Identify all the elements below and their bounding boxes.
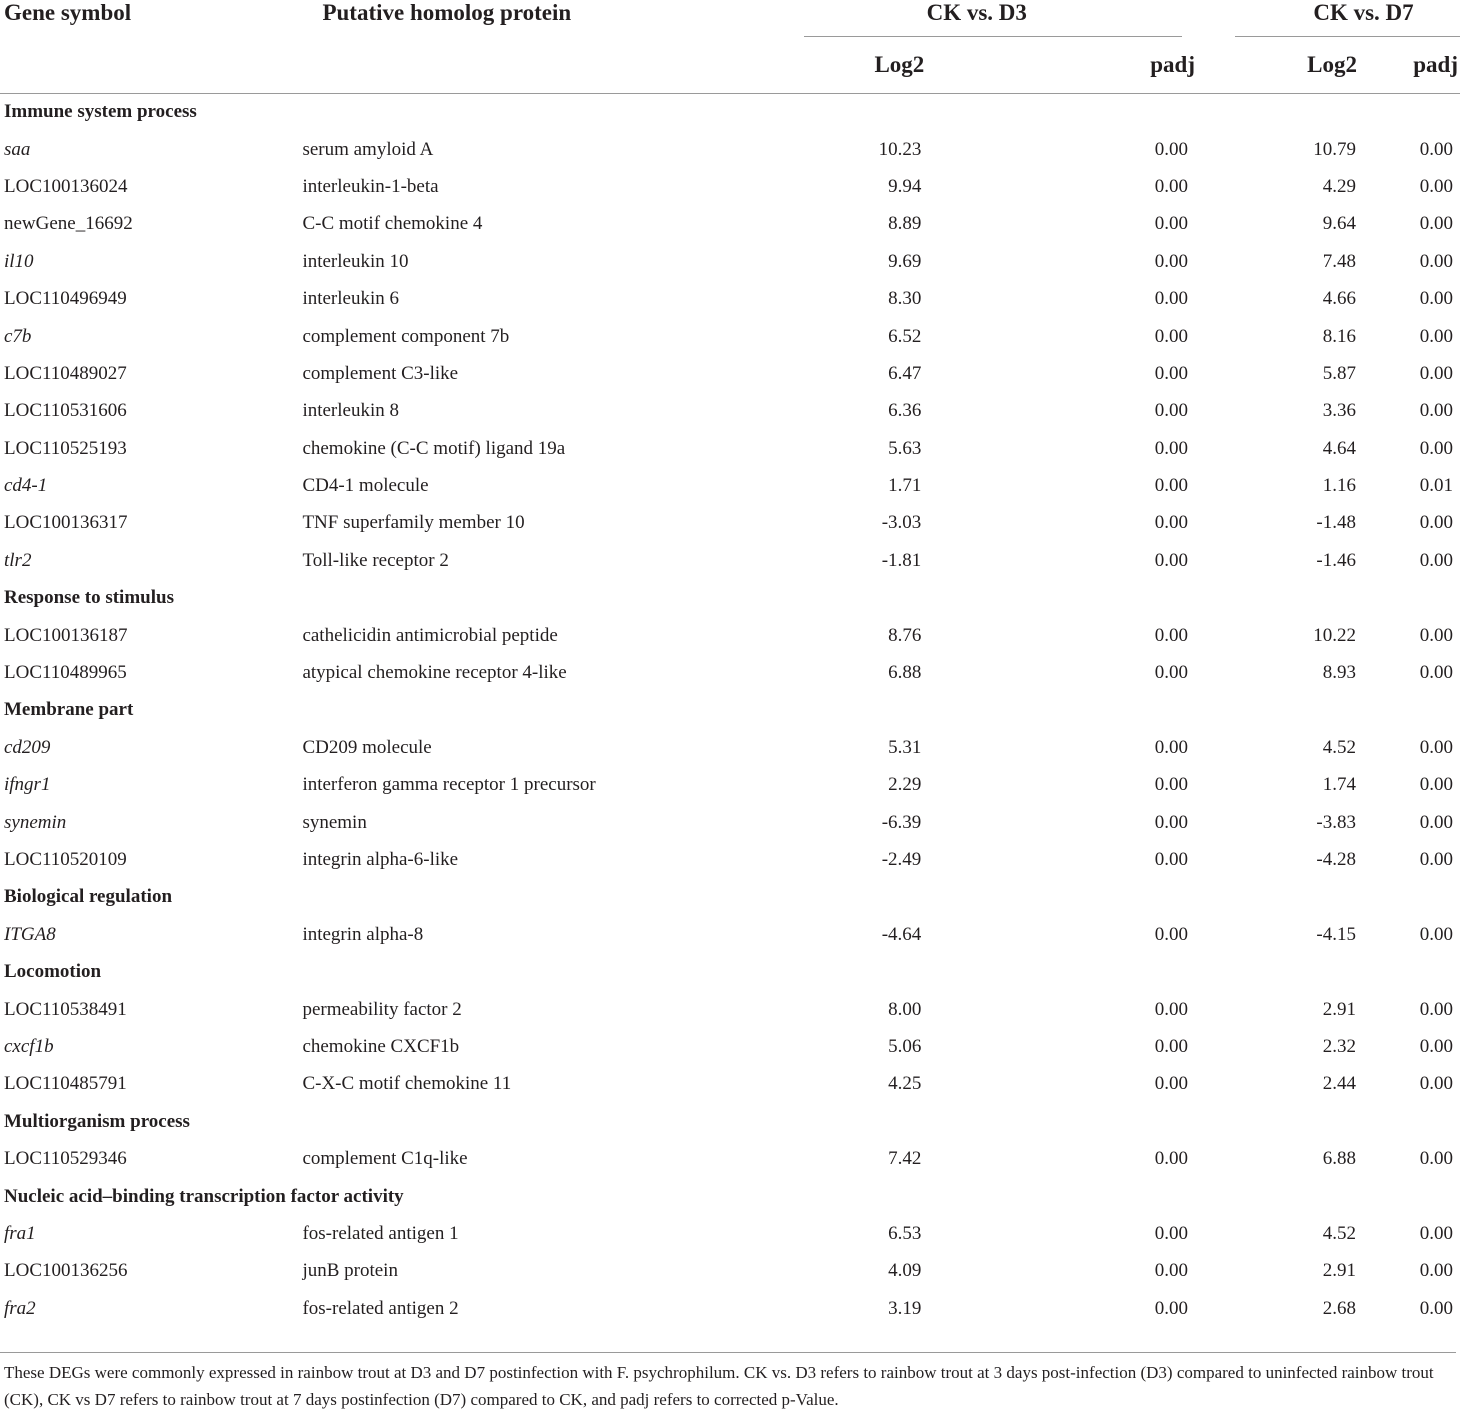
d7-padj-cell: 0.00 — [1419, 1297, 1453, 1319]
gene-symbol-cell: LOC110489965 — [4, 662, 127, 684]
d7-log2-cell: 1.74 — [1322, 774, 1356, 796]
protein-cell: integrin alpha-8 — [302, 923, 424, 945]
d3-log2-cell: -1.81 — [881, 549, 922, 571]
protein-cell: TNF superfamily member 10 — [302, 512, 525, 534]
table-row — [0, 1140, 1460, 1177]
d3-padj-cell: 0.00 — [1154, 736, 1188, 758]
d3-padj-cell: 0.00 — [1154, 1297, 1188, 1319]
gene-symbol-cell: LOC100136024 — [4, 175, 128, 197]
gene-symbol-cell: cxcf1b — [4, 1035, 54, 1057]
d7-log2-cell: -4.15 — [1316, 923, 1356, 945]
gene-symbol-cell: LOC110520109 — [4, 849, 127, 870]
section-title: Multiorganism process — [4, 1110, 190, 1132]
section-title: Biological regulation — [4, 886, 173, 908]
section-row — [0, 879, 1460, 916]
protein-cell: synemin — [302, 811, 367, 833]
d7-padj-cell: 0.00 — [1419, 175, 1453, 197]
protein-cell: complement component 7b — [302, 325, 510, 347]
table-row — [0, 430, 1460, 467]
gene-symbol-cell: LOC110538491 — [4, 998, 127, 1020]
section-title: Membrane part — [4, 699, 134, 721]
table-row — [0, 841, 1460, 878]
d3-log2-cell: 8.00 — [888, 998, 922, 1020]
d3-padj-cell: 0.00 — [1154, 213, 1188, 235]
d7-log2-cell: -3.83 — [1316, 811, 1356, 833]
table-body — [0, 94, 1460, 1328]
d7-log2-cell: 2.32 — [1322, 1035, 1356, 1057]
d3-log2-cell: 7.42 — [888, 1148, 922, 1170]
d3-padj-cell: 0.00 — [1154, 998, 1188, 1020]
d7-padj-cell: 0.00 — [1419, 250, 1453, 272]
d3-log2-cell: 10.23 — [878, 138, 922, 160]
protein-cell: fos-related antigen 2 — [302, 1297, 459, 1319]
gene-symbol-cell: LOC100136317 — [4, 512, 128, 534]
d3-padj-cell: 0.00 — [1154, 288, 1188, 310]
d3-padj-cell: 0.00 — [1154, 1148, 1188, 1170]
d3-log2-cell: 4.09 — [888, 1260, 922, 1282]
d3-log2-cell: 8.89 — [888, 213, 922, 235]
section-title: Nucleic acid–binding transcription factor activity — [4, 1185, 404, 1207]
gene-symbol-cell: LOC110529346 — [4, 1148, 127, 1170]
gene-symbol-cell: ITGA8 — [4, 923, 56, 945]
gene-symbol-cell: saa — [4, 138, 31, 160]
table-row — [0, 1215, 1460, 1252]
protein-cell: atypical chemokine receptor 4-like — [302, 662, 567, 684]
protein-cell: interleukin 8 — [302, 400, 399, 422]
d3-log2-cell: 6.52 — [888, 325, 922, 347]
section-title: Locomotion — [4, 961, 102, 983]
ck-vs-d3-header: CK vs. D3 — [777, 0, 1207, 37]
d7-log2-cell: 10.22 — [1313, 624, 1356, 646]
d3-log2-cell: -3.03 — [881, 512, 922, 534]
gene-symbol-cell: cd4-1 — [4, 475, 48, 497]
d3-padj-cell: 0.00 — [1154, 175, 1188, 197]
gene-symbol-header: Gene symbol — [4, 0, 132, 25]
header-row-2 — [0, 37, 1460, 94]
table-row — [0, 393, 1460, 430]
d3-log2-cell: 5.31 — [888, 736, 922, 758]
d7-log2-cell: 8.93 — [1322, 662, 1356, 684]
d7-padj-cell: 0.00 — [1419, 736, 1453, 758]
table-row — [0, 767, 1460, 804]
table-row — [0, 318, 1460, 355]
d3-padj-cell: 0.00 — [1154, 1222, 1188, 1244]
d7-padj-cell: 0.00 — [1419, 288, 1453, 310]
gene-symbol-cell: LOC100136256 — [4, 1260, 128, 1282]
gene-symbol-cell: LOC110496949 — [4, 288, 127, 310]
table-row — [0, 505, 1460, 542]
d3-padj-cell: 0.00 — [1154, 325, 1188, 347]
section-row — [0, 692, 1460, 729]
section-row — [0, 580, 1460, 617]
d3-padj-cell: 0.00 — [1154, 923, 1188, 945]
d7-log2-cell: 2.68 — [1322, 1297, 1356, 1319]
blank-header — [0, 37, 302, 94]
protein-cell: interferon gamma receptor 1 precursor — [302, 774, 596, 796]
d3-log2-cell: 8.30 — [888, 288, 922, 310]
d7-padj-cell: 0.00 — [1419, 774, 1453, 796]
d3-log2-cell: -2.49 — [881, 849, 922, 870]
d3-log2-cell: 8.76 — [888, 624, 922, 646]
d3-log2-cell: 3.19 — [888, 1297, 922, 1319]
d7-padj-cell: 0.00 — [1419, 1260, 1453, 1282]
d7-padj-cell: 0.00 — [1419, 549, 1453, 571]
d7-padj-cell: 0.00 — [1419, 849, 1453, 870]
d7-log2-cell: 4.29 — [1322, 175, 1356, 197]
d3-padj-cell: 0.00 — [1154, 549, 1188, 571]
d3-log2-cell: 1.71 — [888, 475, 922, 497]
d3-log2-cell: 6.88 — [888, 662, 922, 684]
d3-padj-cell: 0.00 — [1154, 138, 1188, 160]
header-row-1 — [0, 0, 1460, 37]
gene-symbol-cell: fra1 — [4, 1222, 36, 1244]
d7-padj-cell: 0.00 — [1419, 1222, 1453, 1244]
d7-log2-cell: 9.64 — [1322, 213, 1356, 235]
d3-padj-cell: 0.00 — [1154, 811, 1188, 833]
gene-symbol-cell: il10 — [4, 250, 34, 272]
d3-padj-cell: 0.00 — [1154, 624, 1188, 646]
d3-log2-cell: 6.47 — [888, 362, 922, 384]
table-row — [0, 617, 1460, 654]
d7-log2-cell: 8.16 — [1322, 325, 1356, 347]
protein-cell: C-X-C motif chemokine 11 — [302, 1073, 512, 1095]
protein-cell: chemokine CXCF1b — [302, 1035, 460, 1057]
protein-cell: interleukin 6 — [302, 288, 399, 310]
table-row — [0, 243, 1460, 280]
section-row — [0, 94, 1460, 131]
d7-log2-cell: 2.91 — [1322, 1260, 1356, 1282]
d7-padj-header: padj — [1413, 52, 1458, 77]
d7-padj-cell: 0.00 — [1419, 1148, 1453, 1170]
d3-log2-cell: 4.25 — [888, 1073, 922, 1095]
table-row — [0, 131, 1460, 168]
d3-padj-cell: 0.00 — [1154, 849, 1188, 870]
gene-symbol-cell: ifngr1 — [4, 774, 51, 796]
gene-symbol-cell: LOC110485791 — [4, 1073, 127, 1095]
d7-padj-cell: 0.00 — [1419, 400, 1453, 422]
protein-cell: serum amyloid A — [302, 138, 434, 160]
gene-symbol-cell: synemin — [4, 811, 67, 833]
ck-vs-d7-header: CK vs. D7 — [1207, 0, 1460, 37]
d3-padj-cell: 0.00 — [1154, 250, 1188, 272]
gene-symbol-cell: LOC110531606 — [4, 400, 127, 422]
d3-log2-cell: 2.29 — [888, 774, 922, 796]
protein-cell: C-C motif chemokine 4 — [302, 213, 483, 235]
table-row — [0, 729, 1460, 766]
protein-cell: complement C1q-like — [302, 1148, 468, 1170]
table-row — [0, 654, 1460, 691]
d7-padj-cell: 0.01 — [1419, 475, 1453, 497]
d3-padj-cell: 0.00 — [1154, 774, 1188, 796]
d3-padj-cell: 0.00 — [1154, 662, 1188, 684]
table-row — [0, 1066, 1460, 1103]
d3-log2-cell: 5.06 — [888, 1035, 922, 1057]
d7-padj-cell: 0.00 — [1419, 138, 1453, 160]
d7-padj-cell: 0.00 — [1419, 362, 1453, 384]
d3-padj-cell: 0.00 — [1154, 1260, 1188, 1282]
section-title: Response to stimulus — [4, 587, 174, 609]
d7-log2-cell: -1.48 — [1316, 512, 1356, 534]
d7-log2-cell: 4.64 — [1322, 437, 1356, 459]
section-row — [0, 1178, 1460, 1215]
gene-symbol-cell: cd209 — [4, 736, 51, 758]
d7-padj-cell: 0.00 — [1419, 624, 1453, 646]
protein-cell: Toll-like receptor 2 — [302, 549, 449, 571]
gene-symbol-cell: newGene_16692 — [4, 213, 133, 235]
d7-log2-cell: 7.48 — [1322, 250, 1356, 272]
section-row — [0, 953, 1460, 990]
gene-symbol-cell: LOC100136187 — [4, 624, 128, 646]
section-row — [0, 1103, 1460, 1140]
d7-log2-cell: 2.91 — [1322, 998, 1356, 1020]
d3-padj-cell: 0.00 — [1154, 512, 1188, 534]
d7-log2-cell: -1.46 — [1316, 549, 1356, 571]
d3-log2-cell: 9.69 — [888, 250, 922, 272]
d7-log2-cell: 3.36 — [1322, 400, 1356, 422]
d7-log2-cell: 2.44 — [1322, 1073, 1356, 1095]
d7-log2-cell: 5.87 — [1322, 362, 1356, 384]
d7-padj-cell: 0.00 — [1419, 325, 1453, 347]
table-row — [0, 1253, 1460, 1290]
d7-padj-cell: 0.00 — [1419, 811, 1453, 833]
d3-padj-cell: 0.00 — [1154, 475, 1188, 497]
protein-cell: fos-related antigen 1 — [302, 1222, 459, 1244]
d3-padj-cell: 0.00 — [1154, 1035, 1188, 1057]
d7-log2-cell: 10.79 — [1313, 138, 1356, 160]
table-row — [0, 467, 1460, 504]
protein-cell: chemokine (C-C motif) ligand 19a — [302, 437, 566, 459]
protein-cell: complement C3-like — [302, 362, 459, 384]
d3-padj-cell: 0.00 — [1154, 400, 1188, 422]
gene-symbol-cell: LOC110525193 — [4, 437, 127, 459]
d3-log2-header: Log2 — [874, 52, 925, 77]
d3-log2-cell: 6.36 — [888, 400, 922, 422]
d3-padj-cell: 0.00 — [1154, 362, 1188, 384]
d3-log2-cell: 5.63 — [888, 437, 922, 459]
d7-padj-cell: 0.00 — [1419, 1073, 1453, 1095]
d7-padj-cell: 0.00 — [1419, 213, 1453, 235]
protein-cell: CD209 molecule — [302, 736, 432, 758]
d7-padj-cell: 0.00 — [1419, 998, 1453, 1020]
d3-log2-cell: -4.64 — [881, 923, 922, 945]
table-row — [0, 991, 1460, 1028]
d7-padj-cell: 0.00 — [1419, 662, 1453, 684]
protein-cell: junB protein — [302, 1260, 398, 1282]
d7-log2-cell: 4.66 — [1322, 288, 1356, 310]
d7-padj-cell: 0.00 — [1419, 437, 1453, 459]
table-row — [0, 1290, 1460, 1327]
protein-cell: CD4-1 molecule — [302, 475, 429, 497]
protein-header: Putative homolog protein — [322, 0, 572, 25]
table-footnote: These DEGs were commonly expressed in rainbow trout at D3 and D7 postinfection with F. psychrophilum. CK vs. D3 refers to rainbow trout at 3 days post-infection (D3) compared to uninfected rainbow trout (CK), CK vs D7 refers to rainbow trout at 7 days postinfection (D7) compared to CK, and padj refers to corrected p-Value. — [0, 1352, 1456, 1413]
d7-log2-header: Log2 — [1307, 52, 1357, 77]
d7-log2-cell: -4.28 — [1316, 849, 1356, 870]
d7-padj-cell: 0.00 — [1419, 512, 1453, 534]
d7-log2-cell: 6.88 — [1322, 1148, 1356, 1170]
d3-log2-cell: -6.39 — [881, 811, 922, 833]
d3-log2-cell: 6.53 — [888, 1222, 922, 1244]
d7-log2-cell: 1.16 — [1322, 475, 1356, 497]
gene-symbol-cell: tlr2 — [4, 549, 32, 571]
d3-log2-cell: 9.94 — [888, 175, 922, 197]
d3-padj-cell: 0.00 — [1154, 1073, 1188, 1095]
table-row — [0, 804, 1460, 841]
d7-padj-cell: 0.00 — [1419, 1035, 1453, 1057]
d3-padj-header: padj — [1150, 52, 1195, 77]
d7-log2-cell: 4.52 — [1322, 1222, 1356, 1244]
table-row — [0, 355, 1460, 392]
table-row — [0, 280, 1460, 317]
gene-symbol-cell: c7b — [4, 325, 32, 347]
table-row — [0, 916, 1460, 953]
table-row — [0, 542, 1460, 579]
gene-symbol-cell: LOC110489027 — [4, 362, 127, 384]
d7-padj-cell: 0.00 — [1419, 923, 1453, 945]
d7-log2-cell: 4.52 — [1322, 736, 1356, 758]
d3-padj-cell: 0.00 — [1154, 437, 1188, 459]
protein-cell: cathelicidin antimicrobial peptide — [302, 624, 558, 646]
blank-header — [302, 37, 776, 94]
protein-cell: interleukin-1-beta — [302, 175, 439, 197]
protein-cell: interleukin 10 — [302, 250, 409, 272]
table-row — [0, 168, 1460, 205]
protein-cell: permeability factor 2 — [302, 998, 462, 1020]
table-row — [0, 206, 1460, 243]
protein-cell: integrin alpha-6-like — [302, 849, 459, 870]
section-title: Immune system process — [4, 101, 197, 123]
gene-symbol-cell: fra2 — [4, 1297, 36, 1319]
table-row — [0, 1028, 1460, 1065]
